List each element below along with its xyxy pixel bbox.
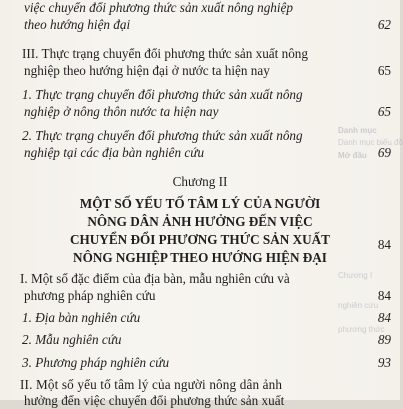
bleed-through-text: phương thức [338,325,385,334]
bleed-through-text: nghiên cứu [338,301,379,310]
toc-entry-line [0,45,400,62]
bleed-through-text: Chương I [338,271,373,280]
toc-page-number: 65 [377,104,391,119]
toc-page-number: 89 [377,332,391,347]
toc-entry-line [0,127,400,144]
toc-page-number: 84 [377,288,391,303]
toc-entry-line [0,16,400,33]
bleed-through-text: Danh mục [338,126,377,135]
toc-entry-line [0,270,400,287]
toc-entry-text: phương pháp nghiên cứu [24,288,156,303]
bleed-through-text: Danh mục biểu đồ [338,138,403,147]
toc-page-number: 65 [377,63,391,78]
toc-entry-text: I. Một số đặc điểm của địa bàn, mẫu nghiên cứu và [20,271,290,286]
toc-entry-line [0,62,400,79]
toc-entry-text: 1. Thực trạng chuyển đổi phương thức sản xuất nông [22,87,303,102]
toc-entry-line [0,376,400,393]
chapter-page-row [0,236,400,253]
toc-entry-line [0,144,400,161]
toc-entry-line [0,0,400,16]
toc-page-number: 84 [377,237,391,252]
toc-page-number: 69 [377,145,391,160]
toc-entry-text: nghiệp tại các địa bàn nghiên cứu [24,145,205,160]
toc-entry-text: 1. Địa bàn nghiên cứu [22,310,141,325]
toc-page-number: 62 [377,17,391,32]
toc-entry-text: việc chuyển đổi phương thức sản xuất nông nghiệp [24,0,293,15]
toc-entry-line [0,103,400,120]
toc-entry-line [0,331,400,348]
toc-entry-line [0,392,400,409]
toc-entry-line [0,309,400,326]
toc-entry-text: hưởng đến việc chuyển đổi phương thức sản xuất [24,393,285,408]
toc-entry-text: 2. Mẫu nghiên cứu [22,332,122,347]
toc-page-number: 93 [377,355,391,370]
toc-page-number: 84 [377,310,391,325]
toc-entry-text: nghiệp theo hướng hiện đại ở nước ta hiện nay [24,63,270,78]
chapter-title-line: MỘT SỐ YẾU TỐ TÂM LÝ CỦA NGƯỜI [79,196,321,211]
toc-entry-text: 2. Thực trạng chuyển đổi phương thức sản xuất nông [22,128,303,143]
chapter-title-line: NÔNG NGHIỆP THEO HƯỚNG HIỆN ĐẠI [73,250,327,265]
toc-entry-text: theo hướng hiện đại [24,17,131,32]
toc-entry-text: 3. Phương pháp nghiên cứu [22,355,170,370]
toc-entry-line [0,287,400,304]
chapter-title-line: NÔNG DÂN ẢNH HƯỞNG ĐẾN VIỆC [87,214,313,229]
chapter-label: Chương II [172,174,228,189]
toc-entry-text: III. Thực trạng chuyển đổi phương thức sản xuất nông [22,46,308,61]
toc-entry-line [0,86,400,103]
toc-entry-text: nghiệp ở nông thôn nước ta hiện nay [24,104,219,119]
toc-entry-line [0,354,400,371]
bleed-through-text: Mở đầu [338,151,367,160]
chapter-title-line: CHUYỂN ĐỔI PHƯƠNG THỨC SẢN XUẤT [70,232,330,247]
toc-entry-text: II. Một số yếu tố tâm lý của người nông dân ảnh [20,377,283,392]
